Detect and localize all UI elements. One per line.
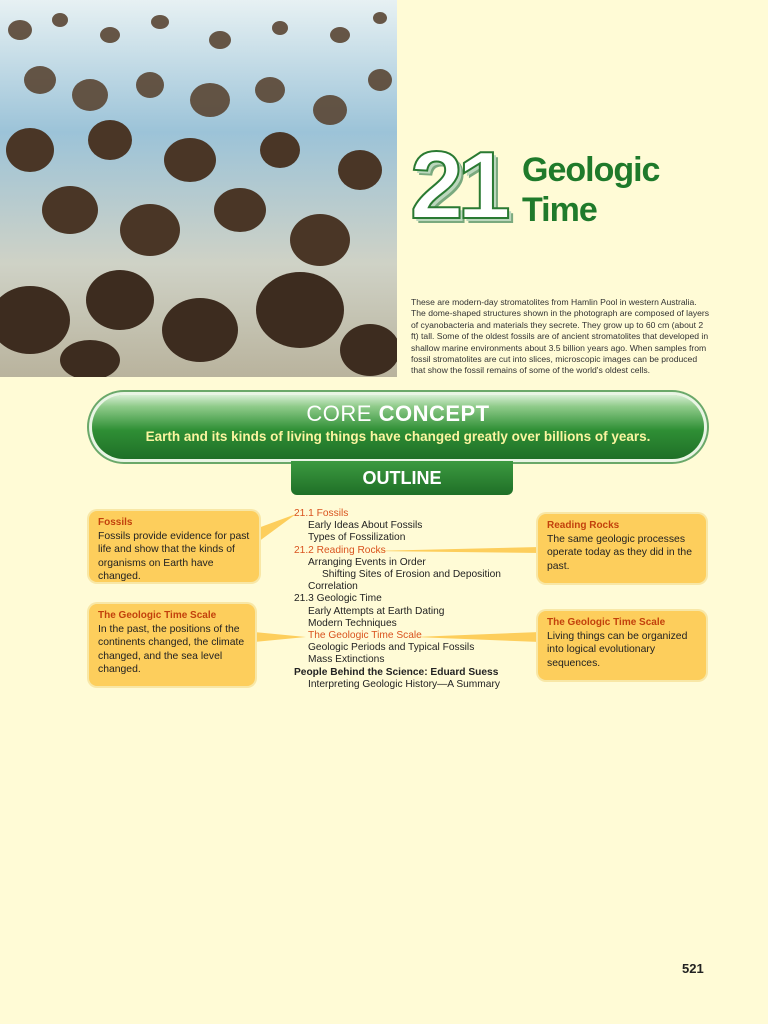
callout-time-scale-right — [538, 611, 706, 680]
callout-reading-rocks-text: The same geologic processes operate today as they did in the past. — [547, 534, 692, 572]
callout-time-scale-left-text: In the past, the positions of the continents changed, the climate changed, and the sea level changed. — [98, 624, 245, 676]
outline-item: 21.2 Reading Rocks — [294, 544, 386, 556]
callout-time-scale-left-title: The Geologic Time Scale — [98, 610, 217, 621]
outline-item: 21.3 Geologic Time — [294, 593, 382, 605]
outline-item: Early Ideas About Fossils — [308, 520, 423, 532]
connector-fossils — [258, 514, 296, 542]
callout-fossils-title: Fossils — [98, 517, 133, 528]
outline-item: People Behind the Science: Eduard Suess — [294, 666, 499, 678]
chapter-number: 21 — [410, 132, 505, 239]
callout-fossils — [89, 511, 259, 582]
core-label-bold: CONCEPT — [378, 401, 490, 426]
outline-item: Modern Techniques — [308, 617, 397, 629]
page-number: 521 — [682, 961, 704, 976]
outline-item: Interpreting Geologic History—A Summary — [308, 678, 500, 690]
outline-item: Early Attempts at Earth Dating — [308, 605, 445, 617]
callout-time-scale-right-text: Living things can be organized into logical evolutionary sequences. — [547, 631, 688, 669]
outline-item: Correlation — [308, 581, 358, 593]
outline-item: Geologic Periods and Typical Fossils — [308, 642, 475, 654]
callout-time-scale-left — [89, 604, 255, 686]
outline-item: Shifting Sites of Erosion and Deposition — [322, 569, 501, 581]
photo-caption: These are modern-day stromatolites from Hamlin Pool in western Australia. The dome-shaped structures shown in the photograph are composed of layers of cyanobacteria and materials they secrete. They grow up to 60 cm (about 2 ft) tall. Some of the oldest fossils are of ancient stromatolites that developed in shallow marine environments about 3.5 billion years ago. When samples from fossil stromatolites are cut into slices, microscopic images can be produced that show the fossil remains of some of the world's oldest cells. — [411, 297, 710, 376]
callout-reading-rocks — [538, 514, 706, 583]
callout-fossils-text: Fossils provide evidence for past life and show that the kinds of organisms on Earth have changed. — [98, 531, 250, 583]
chapter-title-line2: Time — [522, 191, 597, 229]
callout-time-scale-right-title: The Geologic Time Scale — [547, 617, 666, 628]
core-label-light: CORE — [306, 401, 372, 426]
outline-tab: OUTLINE — [291, 461, 513, 495]
chapter-title-line1: Geologic — [522, 151, 660, 189]
outline-item: The Geologic Time Scale — [308, 630, 422, 642]
outline-item: Mass Extinctions — [308, 654, 385, 666]
outline-item: Types of Fossilization — [308, 532, 406, 544]
callout-reading-rocks-title: Reading Rocks — [547, 520, 620, 531]
outline-list — [294, 508, 501, 691]
core-concept-statement: Earth and its kinds of living things have changed greatly over billions of years. — [145, 429, 651, 444]
outline-item: 21.1 Fossils — [294, 508, 349, 519]
outline-item: Arranging Events in Order — [308, 556, 426, 568]
